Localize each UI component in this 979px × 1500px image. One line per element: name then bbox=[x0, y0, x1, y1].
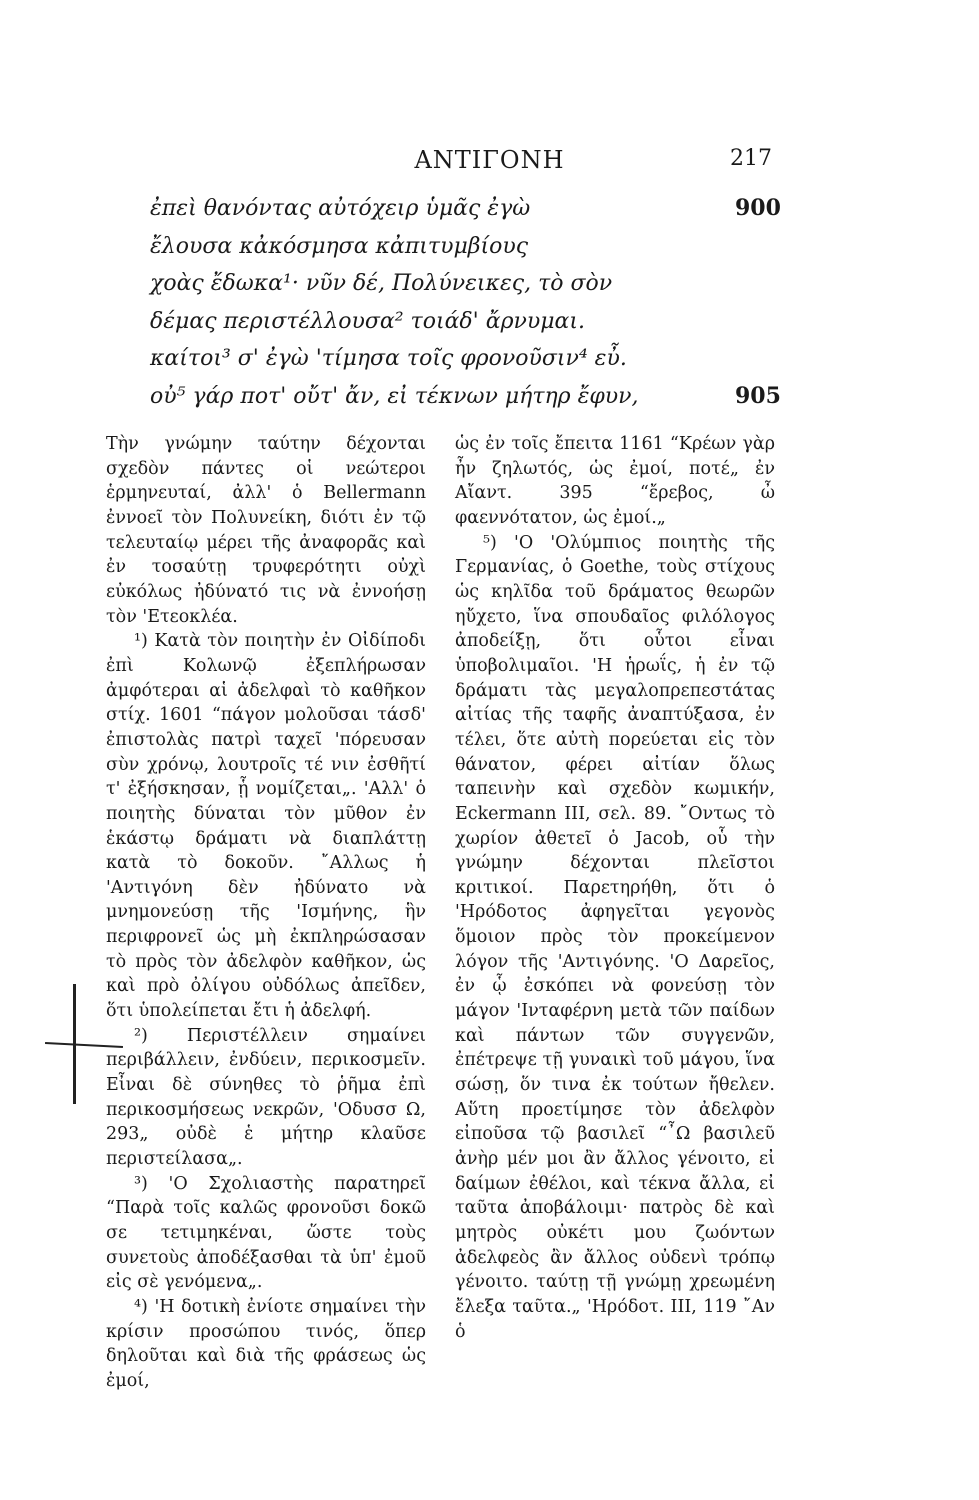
verse-number: 905 bbox=[735, 382, 781, 409]
verse-text: ἔλουσα κἀκόσμησα κἀπιτυμβίους bbox=[150, 233, 529, 259]
verse-text: χοὰς ἔδωκα¹· νῦν δέ, Πολύνεικες, τὸ σὸν bbox=[150, 271, 613, 297]
verse-text: ἐπεὶ θανόντας αὐτόχειρ ὑμᾶς ἐγὼ bbox=[150, 196, 531, 221]
verse-block bbox=[150, 190, 790, 416]
verse-text: οὐ⁵ γάρ ποτ' οὔτ' ἄν, εἰ τέκνων μήτηρ ἔφυν, bbox=[150, 383, 639, 409]
verse-text: καίτοι³ σ' ἐγὼ 'τίμησα τοῖς φρονοῦσιν⁴ εὖ. bbox=[150, 346, 627, 372]
verse-line bbox=[150, 190, 790, 228]
verse-line bbox=[150, 303, 790, 341]
footnote-2: ²) Περιστέλλειν σημαίνει περιβάλλειν, ἐνδύειν, περικοσμεῖν. Εἶναι δὲ σύνηθες τὸ ῥῆμα ἐπὶ περικοσμήσεως νεκρῶν, 'Οδυσσ Ω, 293„ οὐδὲ ἑ μήτηρ κλαῦσε περιστείλασα„. bbox=[106, 1025, 426, 1170]
verse-line bbox=[150, 265, 790, 303]
page-number: 217 bbox=[730, 146, 772, 171]
footnote-5: ⁵) 'Ο 'Ολύμπιος ποιητὴς τῆς Γερμανίας, ὁ Goethe, τοὺς στίχους ὡς κηλῖδα τοῦ δράματος θεωρῶν ηὔχετο, ἵνα σπουδαῖος φιλόλογος ἀποδείξῃ, ὅτι οὗτοι εἶναι ὑποβολιμαῖοι. 'Η ἡρωΐς, ἡ ἐν τῷ δράματι τὰς μεγαλοπρεπεστάτας αἰτίας τῆς ταφῆς ἀναπτύξασα, ἐν τέλει, ὅτε αὐτὴ πορεύεται εἰς τὸν θάνατον, φέρει αἰτίαν ὅλως ταπεινὴν καὶ σχεδὸν κωμικήν, Eckermann III, σελ. 89. ῎Οντως τὸ χωρίον ἀθετεῖ ὁ Jacob, οὗ τὴν γνώμην δέχονται πλεῖστοι κριτικοί. Παρετηρήθη, ὅτι ὁ 'Ηρόδοτος ἀφηγεῖται γεγονὸς ὅμοιον πρὸς τὸν προκείμενον λόγον τῆς 'Αντιγόνης. 'Ο Δαρεῖος, ἐν ᾧ ἐσκόπει νὰ φονεύσῃ τὸν μάγον 'Ινταφέρνη μετὰ τῶν παίδων καὶ πάντων τῶν συγγενῶν, ἐπέτρεψε τῇ γυναικὶ τοῦ μάγου, ἵνα σώσῃ, ὅν τινα ἐκ τούτων ἤθελεν. Αὕτη προετίμησε τὸν ἀδελφὸν εἰποῦσα τῷ βασιλεῖ “῏Ω βασιλεῦ ἀνὴρ μέν μοι ἂν ἄλλος γένοιτο, εἰ δαίμων ἐθέλοι, καὶ τέκνα ἄλλα, εἰ ταῦτα ἀποβάλοιμι· πατρὸς δὲ καὶ μητρὸς οὐκέτι μου ζωόντων ἀδελφεὸς ἂν ἄλλος οὐδενὶ τρόπῳ γένοιτο. ταύτῃ τῇ γνώμῃ χρεωμένη ἔλεξα ταῦτα.„ 'Ηρόδοτ. III, 119 ῎Αν ὁ bbox=[455, 532, 775, 1342]
commentary-right-column bbox=[455, 432, 775, 1344]
verse-text: δέμας περιστέλλουσα² τοιάδ' ἄρνυμαι. bbox=[150, 308, 586, 334]
verse-line bbox=[150, 340, 790, 378]
footnote-4: ⁴) 'Η δοτικὴ ἐνίοτε σημαίνει τὴν κρίσιν προσώπου τινός, ὅπερ δηλοῦται καὶ διὰ τῆς φράσεως ὡς ἐμοί, bbox=[106, 1296, 426, 1391]
commentary-left-column bbox=[106, 432, 426, 1394]
verse-line bbox=[150, 228, 790, 266]
footnote-1: ¹) Κατὰ τὸν ποιητὴν ἐν Οἰδίποδι ἐπὶ Κολωνῷ ἐξεπλήρωσαν ἀμφότεραι αἱ ἀδελφαὶ τὸ καθῆκον στίχ. 1601 “πάγον μολοῦσαι τάσδ' ἐπιστολὰς πατρὶ ταχεῖ 'πόρευσαν σὺν χρόνῳ, λουτροῖς τέ νιν ἐσθῆτί τ' ἐξήσκησαν, ᾗ νομίζεται„. 'Αλλ' ὁ ποιητὴς δύναται τὸν μῦθον ἐν ἑκάστῳ δράματι νὰ διαπλάττῃ κατὰ τὸ δοκοῦν. ῎Αλλως ἡ 'Αντιγόνη δὲν ἠδύνατο νὰ μνημονεύσῃ τῆς 'Ισμήνης, ἣν περιφρονεῖ ὡς μὴ ἐκπληρώσασαν τὸ πρὸς τὸν ἀδελφὸν καθῆκον, ὡς καὶ πρὸ ὀλίγου οὐδόλως ἀπεῖδεν, ὅτι ὑπολείπεται ἔτι ἡ ἀδελφή. bbox=[106, 631, 426, 1022]
verse-number: 900 bbox=[735, 195, 781, 221]
running-title: ΑΝΤΙΓΟΝΗ bbox=[414, 146, 565, 174]
verse-line bbox=[150, 378, 790, 416]
commentary-paragraph: ὡς ἐν τοῖς ἔπειτα 1161 “Κρέων γὰρ ἦν ζηλωτός, ὡς ἐμοί, ποτέ„ ἐν Αἴαντ. 395 “ἔρεβος, ὦ φαεννότατον, ὡς ἐμοί.„ bbox=[455, 434, 775, 528]
commentary-paragraph: Τὴν γνώμην ταύτην δέχονται σχεδὸν πάντες οἱ νεώτεροι ἑρμηνευταί, ἀλλ' ὁ Bellermann ἐννοεῖ τὸν Πολυνείκη, διότι ἐν τῷ τελευταίῳ μέρει τῆς ἀναφορᾶς καὶ ἐν τοσαύτῃ τρυφερότητι οὐχὶ εὐκόλως ἠδύνατό τις νὰ ἐννοήσῃ τὸν 'Ετεοκλέα. bbox=[106, 434, 426, 627]
footnote-3: ³) 'Ο Σχολιαστὴς παρατηρεῖ “Παρὰ τοῖς καλῶς φρονοῦσι δοκῶ σε τετιμηκέναι, ὥστε τοὺς συνετοὺς ἀποδέξασθαι τὰ ὑπ' ἐμοῦ εἰς σὲ γενόμενα„. bbox=[106, 1173, 426, 1293]
